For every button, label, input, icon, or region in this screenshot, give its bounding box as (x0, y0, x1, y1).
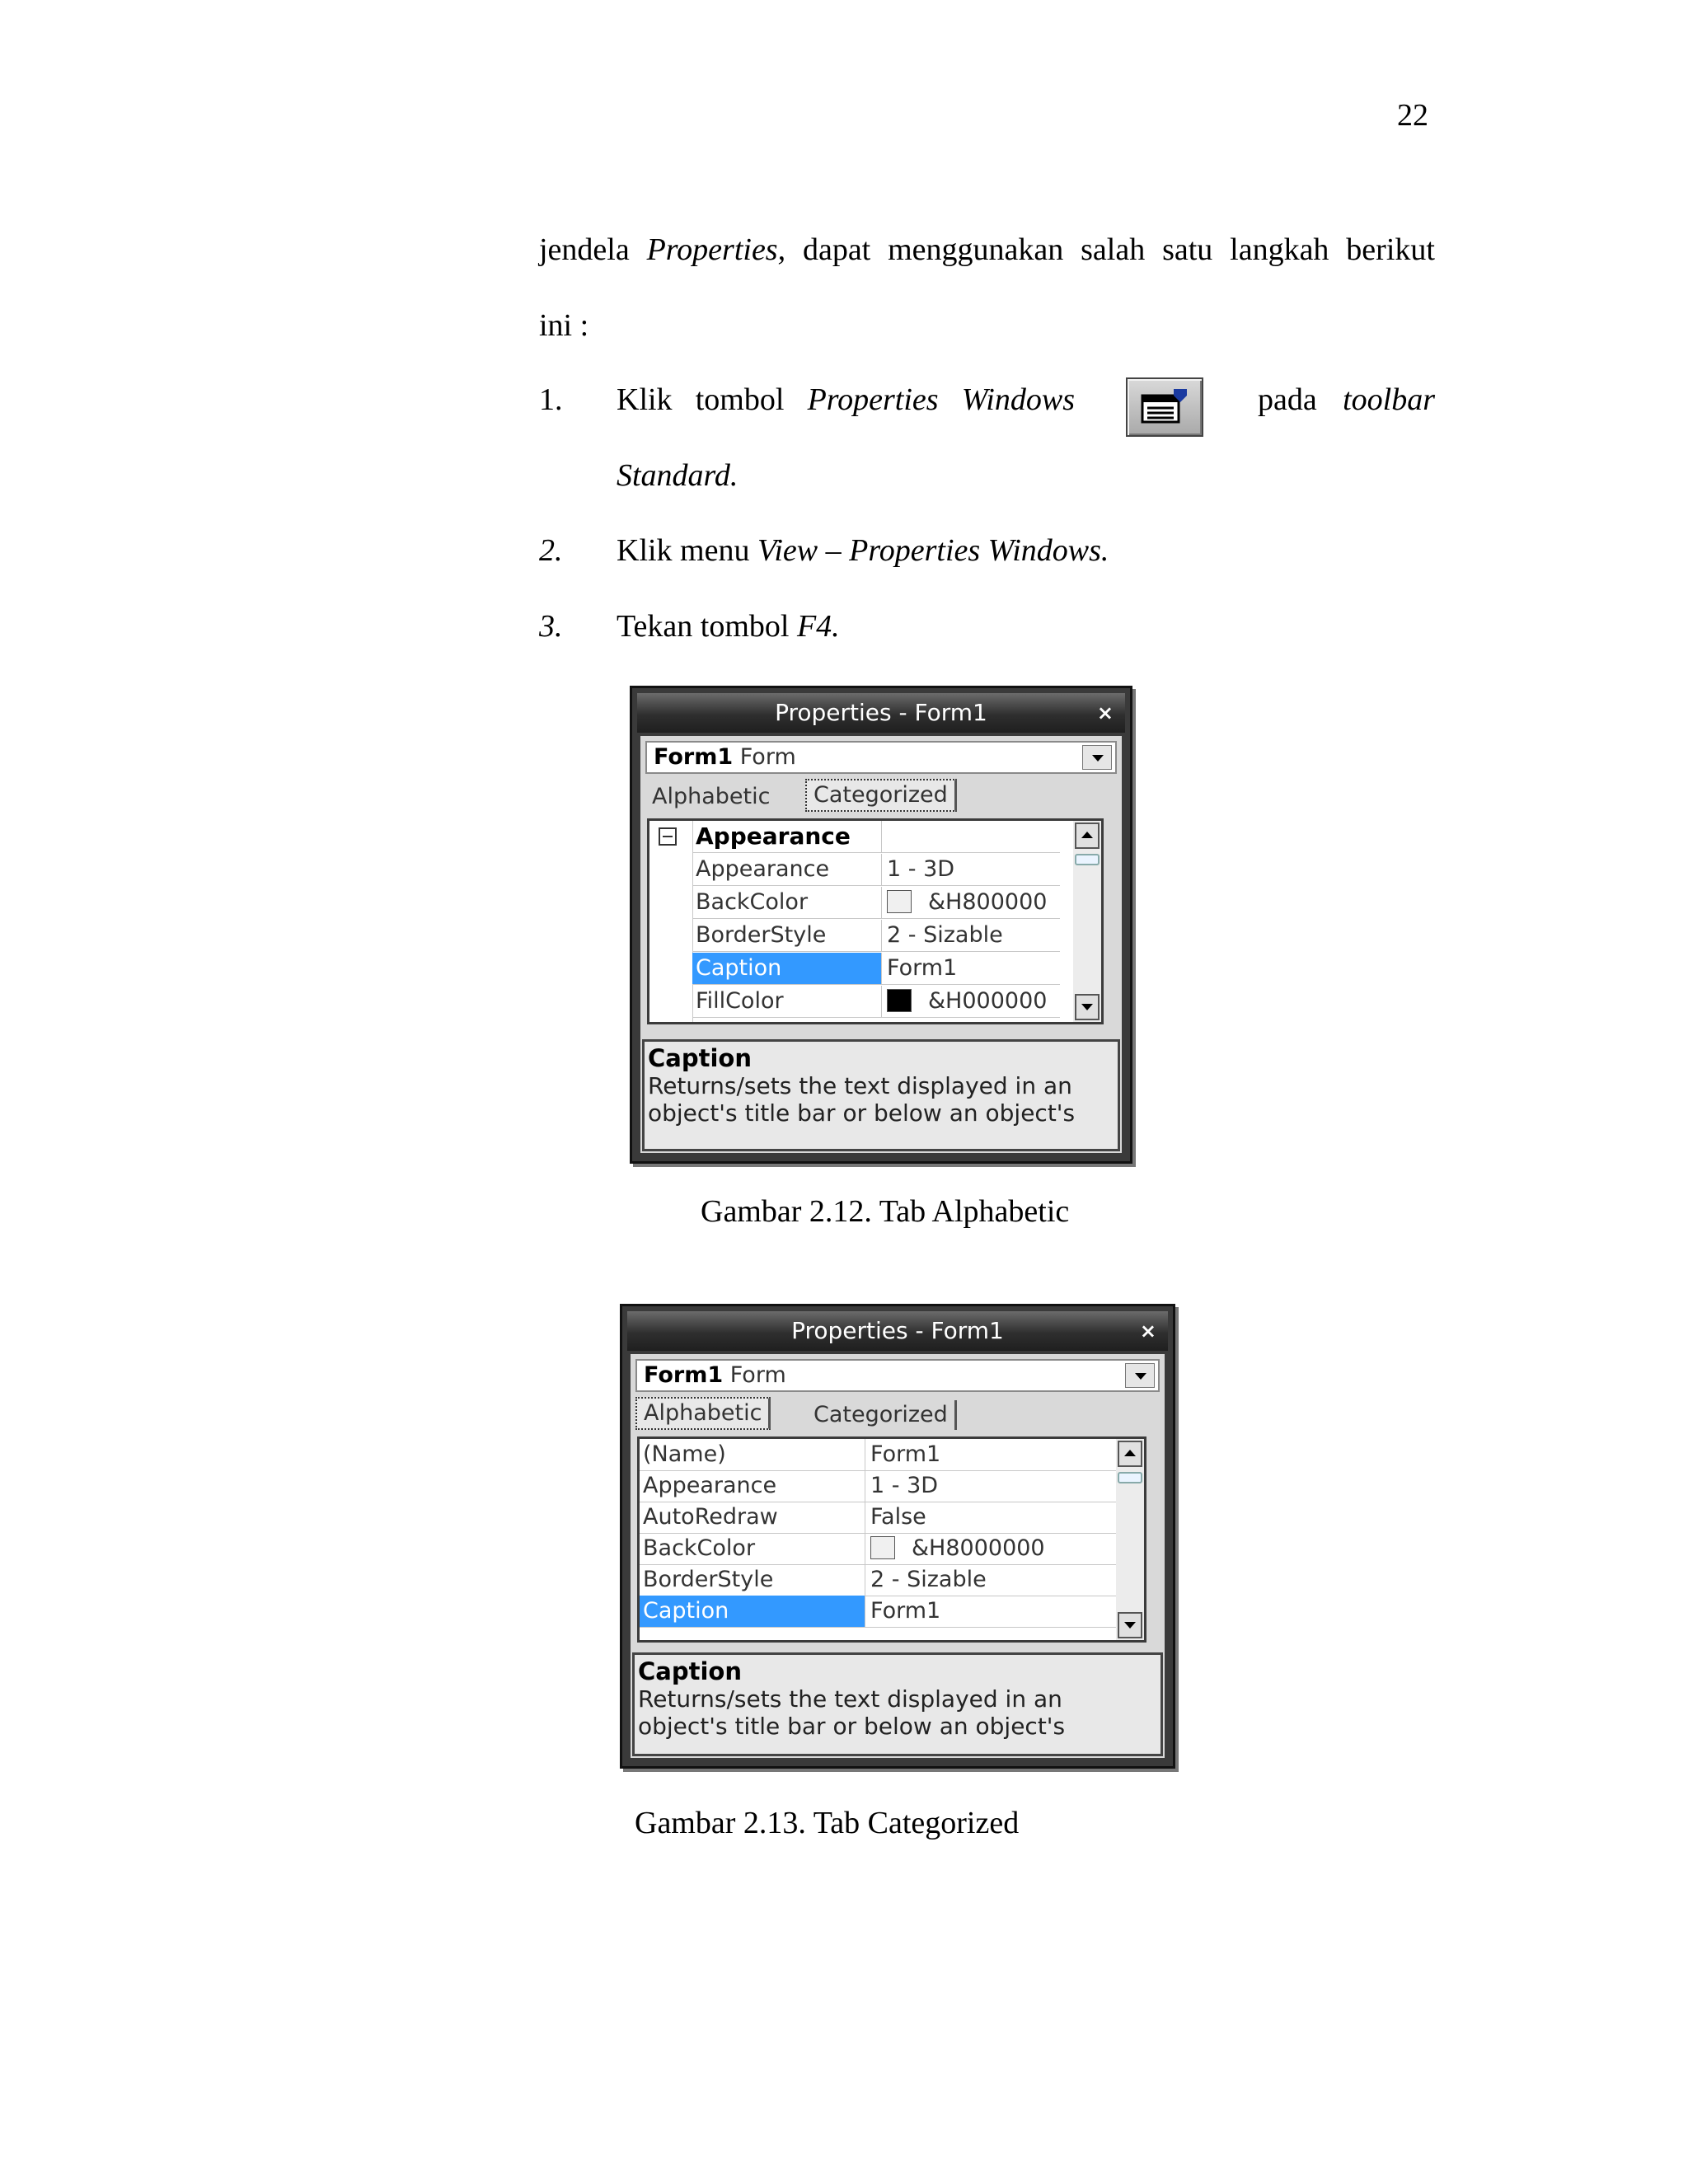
property-name: BackColor (692, 887, 882, 919)
property-row[interactable] (649, 887, 1075, 920)
color-swatch (887, 989, 912, 1012)
step-word: tombol (695, 382, 785, 417)
scroll-thumb[interactable] (1075, 854, 1100, 865)
step-3-text (617, 607, 840, 645)
intro-word: dapat (802, 232, 871, 267)
step-2-text (617, 532, 1109, 569)
object-dropdown[interactable] (645, 741, 1117, 774)
property-value: 1 - 3D (882, 854, 1060, 886)
property-name: Caption (640, 1596, 865, 1628)
scroll-up-icon[interactable] (1118, 1441, 1142, 1467)
step-word: Klik (617, 382, 673, 417)
property-row[interactable] (640, 1439, 1118, 1472)
property-row[interactable] (640, 1502, 1118, 1535)
property-value: 1 - 3D (865, 1470, 1118, 1502)
chevron-down-icon[interactable] (1125, 1363, 1155, 1388)
vertical-scrollbar[interactable] (1073, 821, 1101, 1022)
window-title: Properties - Form1 (791, 1317, 1004, 1344)
step-word: toolbar (1343, 382, 1435, 417)
property-name: BackColor (640, 1533, 865, 1565)
step-word: Standard. (617, 458, 738, 493)
property-value: 2 - Sizable (865, 1564, 1118, 1596)
step-word: Properties (807, 382, 939, 417)
step-word: Klik menu (617, 533, 757, 568)
object-name: Form1 (654, 744, 734, 770)
object-type: Form (739, 744, 796, 770)
tab-alphabetic[interactable]: Alphabetic (635, 1397, 771, 1430)
property-name: BorderStyle (692, 920, 882, 952)
tab-categorized[interactable]: Categorized (805, 779, 957, 812)
properties-window-figure-1 (630, 686, 1132, 1164)
step-word: F4. (796, 609, 840, 644)
intro-word: berikut (1346, 232, 1435, 267)
description-text: object's title bar or below an object's (638, 1713, 1066, 1740)
intro-word: satu (1162, 232, 1213, 267)
property-value (882, 986, 1060, 1018)
step-word: pada (1258, 382, 1317, 417)
property-name: (Name) (640, 1439, 865, 1471)
property-name: FillColor (692, 986, 882, 1018)
step-1-continuation (617, 457, 738, 494)
property-row-selected[interactable] (649, 953, 1075, 986)
property-name: Appearance (640, 1470, 865, 1502)
step-2-number (539, 532, 563, 569)
property-name: Appearance (692, 854, 882, 886)
window-title-bar (637, 693, 1125, 733)
step-3-num: 3. (539, 609, 563, 644)
description-pane (632, 1652, 1163, 1756)
description-text: Returns/sets the text displayed in an (648, 1072, 1072, 1099)
figure-2-caption: Gambar 2.13. Tab Categorized (635, 1806, 1020, 1840)
scroll-up-icon[interactable] (1075, 823, 1100, 849)
property-name: AutoRedraw (640, 1502, 865, 1534)
property-value: Form1 (882, 953, 1060, 985)
category-value (882, 821, 1060, 853)
properties-window-figure-2 (620, 1304, 1175, 1769)
object-type: Form (729, 1362, 786, 1388)
step-1-number: 1. (539, 382, 563, 417)
property-name: Caption (692, 953, 882, 985)
step-word: View – Properties Windows. (757, 533, 1109, 568)
step-1-text-right (1258, 381, 1435, 419)
description-title: Caption (638, 1657, 742, 1685)
page-number: 22 (1397, 98, 1428, 133)
property-row[interactable] (649, 986, 1075, 1019)
property-row[interactable] (649, 920, 1075, 953)
color-code: &H000000 (928, 988, 1048, 1014)
scroll-down-icon[interactable] (1075, 994, 1100, 1020)
step-3-number (539, 607, 563, 645)
property-row[interactable] (640, 1470, 1118, 1503)
window-body (640, 736, 1122, 1153)
property-grid (647, 818, 1104, 1024)
color-swatch (870, 1536, 895, 1559)
close-icon[interactable]: × (1096, 701, 1114, 724)
object-name: Form1 (644, 1362, 724, 1388)
intro-word: jendela (539, 232, 630, 267)
vertical-scrollbar[interactable] (1116, 1439, 1144, 1640)
intro-word: salah (1081, 232, 1146, 267)
property-row-selected[interactable] (640, 1596, 1118, 1629)
intro-word: Properties, (646, 232, 786, 267)
property-value: Form1 (865, 1596, 1118, 1628)
scroll-down-icon[interactable] (1118, 1612, 1142, 1638)
properties-window-icon (1126, 377, 1203, 437)
intro-word: menggunakan (888, 232, 1064, 267)
property-value (865, 1533, 1118, 1565)
color-code: &H8000000 (912, 1535, 1045, 1561)
chevron-down-icon[interactable] (1082, 745, 1112, 770)
scroll-thumb[interactable] (1118, 1472, 1142, 1483)
category-label: Appearance (692, 821, 882, 853)
intro-word: langkah (1230, 232, 1329, 267)
color-swatch (887, 890, 912, 913)
property-row[interactable] (640, 1533, 1118, 1566)
intro-line-1 (539, 231, 1435, 269)
step-1-text-left (617, 381, 1075, 419)
property-row[interactable] (649, 854, 1075, 887)
window-body (631, 1354, 1165, 1758)
tab-categorized[interactable]: Categorized (807, 1400, 957, 1430)
description-title: Caption (648, 1044, 752, 1072)
description-text: Returns/sets the text displayed in an (638, 1685, 1062, 1713)
property-value (882, 887, 1060, 919)
color-code: &H800000 (928, 889, 1048, 915)
window-title: Properties - Form1 (775, 699, 987, 726)
object-dropdown[interactable] (635, 1359, 1160, 1392)
figure-1-caption: Gambar 2.12. Tab Alphabetic (701, 1194, 1070, 1229)
description-text: object's title bar or below an object's (648, 1099, 1076, 1127)
category-row[interactable] (649, 821, 1075, 854)
tab-alphabetic[interactable]: Alphabetic (652, 784, 771, 809)
step-2-num: 2. (539, 533, 563, 568)
property-value: Form1 (865, 1439, 1118, 1471)
step-word: Tekan tombol (617, 609, 797, 644)
property-value: False (865, 1502, 1118, 1534)
property-value: 2 - Sizable (882, 920, 1060, 952)
property-row[interactable] (640, 1564, 1118, 1597)
property-grid (637, 1436, 1146, 1643)
property-name: BorderStyle (640, 1564, 865, 1596)
close-icon[interactable]: × (1139, 1319, 1156, 1343)
description-pane (642, 1039, 1120, 1151)
window-title-bar (627, 1311, 1168, 1351)
step-word: Windows (961, 382, 1075, 417)
intro-line-2: ini : (539, 308, 589, 343)
